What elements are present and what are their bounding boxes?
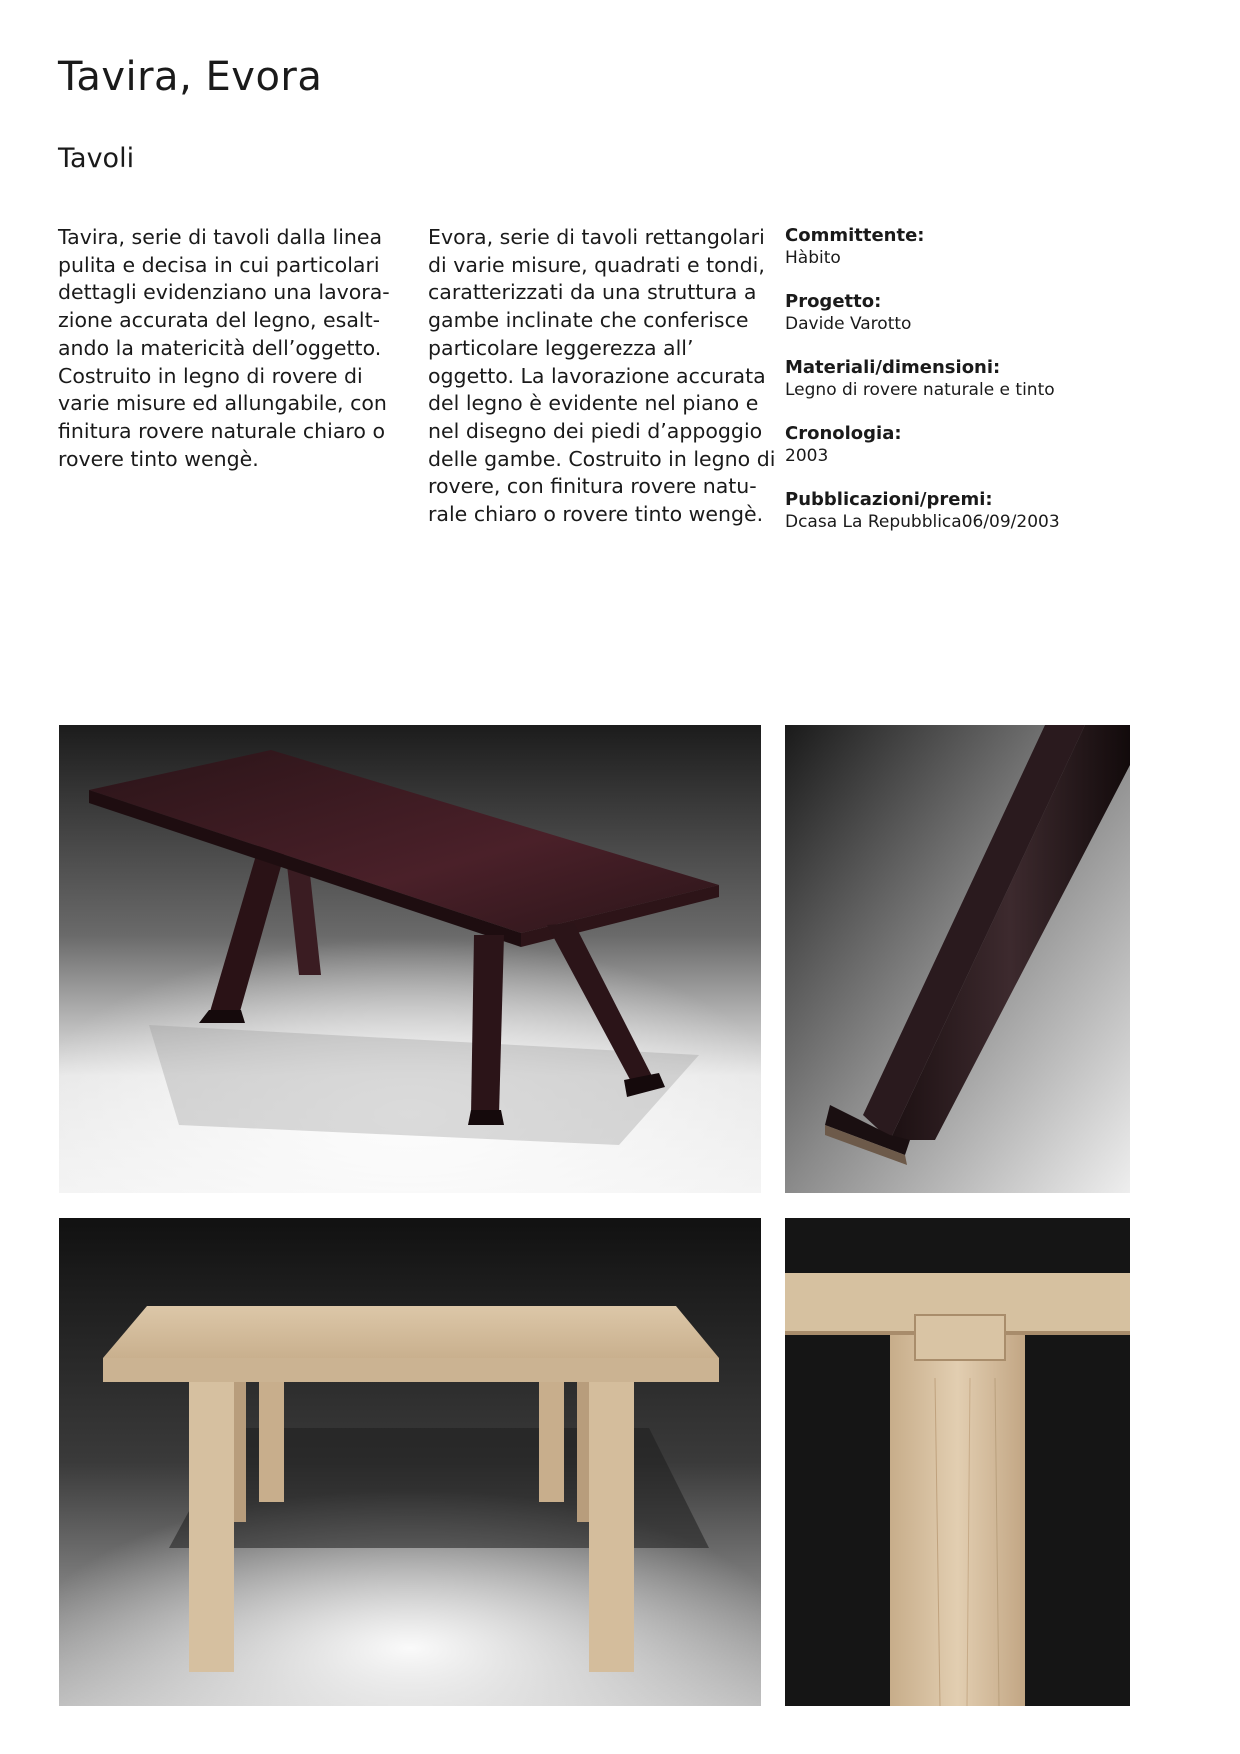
meta-label: Materiali/dimensioni:	[785, 357, 1001, 378]
meta-value: Davide Varotto	[785, 314, 912, 334]
text-line: Tavira, serie di tavoli dalla linea	[58, 225, 383, 249]
description-tavira	[58, 224, 393, 473]
text-line: caratterizzati da una struttura a	[428, 280, 757, 305]
text-line: gambe inclinate che conferisce	[428, 308, 749, 333]
meta-label: Committente:	[785, 225, 925, 246]
meta-pubblicazioni	[785, 488, 1205, 533]
meta-progetto	[785, 290, 1205, 335]
joint-detail-illustration	[785, 1218, 1130, 1706]
meta-value: Dcasa La Repubblica06/09/2003	[785, 512, 1060, 532]
meta-value: Legno di rovere naturale e tinto	[785, 380, 1055, 400]
text-line: del legno è evidente nel piano e	[428, 391, 759, 416]
text-line: zione accurata del legno, esalt-	[58, 308, 381, 333]
project-metadata	[785, 224, 1205, 554]
photo-tavira-table	[59, 1218, 761, 1706]
text-line: rale chiaro o rovere tinto wengè.	[428, 502, 764, 527]
page-title: Tavira, Evora	[58, 54, 323, 100]
text-line: dettagli evidenziano una lavora-	[58, 280, 390, 305]
text-line: Costruito in legno di rovere di	[58, 363, 363, 388]
meta-materiali	[785, 356, 1205, 401]
meta-value: 2003	[785, 446, 829, 466]
text-line: finitura rovere naturale chiaro o	[58, 418, 386, 443]
meta-label: Pubblicazioni/premi:	[785, 489, 993, 510]
text-line: ando la matericità dell’oggetto.	[58, 335, 382, 360]
tavira-table-illustration	[59, 1218, 761, 1706]
photo-leg-detail	[785, 725, 1130, 1193]
text-line: pulita e decisa in cui particolari	[58, 252, 380, 277]
meta-value: Hàbito	[785, 248, 841, 268]
text-line: di varie misure, quadrati e tondi,	[428, 252, 765, 277]
photo-evora-table	[59, 725, 761, 1193]
meta-committente	[785, 224, 1205, 269]
leg-detail-illustration	[785, 725, 1130, 1193]
page-subtitle: Tavoli	[58, 143, 135, 174]
meta-label: Cronologia:	[785, 423, 902, 444]
description-evora	[428, 224, 778, 529]
text-line: particolare leggerezza all’	[428, 335, 694, 360]
text-line: Evora, serie di tavoli rettangolari	[428, 225, 765, 249]
text-line: varie misure ed allungabile, con	[58, 391, 387, 416]
text-line: rovere tinto wengè.	[58, 446, 259, 471]
text-line: rovere, con finitura rovere natu-	[428, 474, 757, 499]
evora-table-illustration	[59, 725, 761, 1193]
meta-cronologia	[785, 422, 1205, 467]
text-line: delle gambe. Costruito in legno di	[428, 446, 776, 471]
text-line: nel disegno dei piedi d’appoggio	[428, 418, 763, 443]
meta-label: Progetto:	[785, 291, 882, 312]
text-line: oggetto. La lavorazione accurata	[428, 363, 766, 388]
photo-joint-detail	[785, 1218, 1130, 1706]
